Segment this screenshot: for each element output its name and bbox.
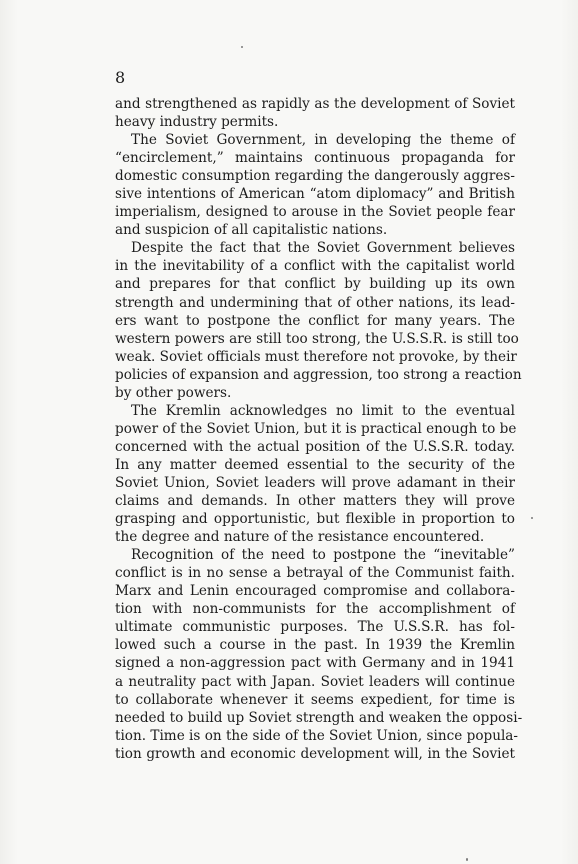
text-line: by other powers.: [115, 384, 232, 401]
text-line: Despite the fact that the Soviet Government believes: [131, 240, 515, 257]
text-line: Soviet Union, Soviet leaders will prove adamant in their: [115, 474, 515, 491]
text-line: and strengthened as rapidly as the development of Soviet: [115, 96, 515, 112]
text-line: ultimate communistic purposes. The U.S.S.R. has fol-: [115, 619, 515, 636]
paper-speck: [466, 858, 468, 861]
text-line: policies of expansion and aggression, too strong a reaction: [115, 366, 522, 383]
text-line: domestic consumption regarding the dangerously aggres-: [115, 168, 515, 185]
text-line: western powers are still too strong, the U.S.S.R. is still too: [115, 330, 519, 347]
text-line: lowed such a course in the past. In 1939 the Kremlin: [115, 637, 515, 654]
text-line: power of the Soviet Union, but it is practical enough to be: [115, 420, 517, 437]
text-line: ers want to postpone the conflict for many years. The: [115, 312, 515, 329]
text-line: needed to build up Soviet strength and weaken the opposi-: [115, 709, 523, 726]
text-line: In any matter deemed essential to the security of the: [115, 456, 515, 473]
paper-speck: [241, 46, 243, 48]
text-line: a neutrality pact with Japan. Soviet leaders will continue: [115, 673, 515, 690]
body-text: [115, 95, 523, 763]
text-line: grasping and opportunistic, but flexible in proportion to: [115, 511, 515, 528]
text-line: The Kremlin acknowledges no limit to the eventual: [131, 402, 515, 419]
text-line: and suspicion of all capitalistic nations.: [115, 222, 388, 239]
text-line: to collaborate whenever it seems expedient, for time is: [115, 691, 515, 708]
page-number: 8: [115, 68, 126, 87]
text-line: “encirclement,” maintains continuous propaganda for: [115, 150, 515, 167]
text-line: signed a non-aggression pact with Germany and in 1941: [115, 655, 515, 672]
text-line: claims and demands. In other matters they will prove: [115, 493, 515, 510]
text-line: and prepares for that conflict by building up its own: [115, 276, 515, 293]
text-line: Marx and Lenin encouraged compromise and collabora-: [115, 583, 515, 600]
text-line: weak. Soviet officials must therefore not provoke, by their: [115, 348, 517, 365]
text-line: the degree and nature of the resistance encountered.: [115, 529, 485, 546]
text-line: concerned with the actual position of the U.S.S.R. today.: [115, 438, 515, 455]
text-line: imperialism, designed to arouse in the Soviet people fear: [115, 204, 515, 221]
text-line: tion growth and economic development will, in the Soviet: [115, 745, 515, 762]
paper-speck: [531, 517, 533, 519]
text-line: strength and undermining that of other nations, its lead-: [115, 294, 515, 311]
text-line: tion. Time is on the side of the Soviet Union, since popula-: [115, 727, 519, 744]
text-line: heavy industry permits.: [115, 114, 279, 131]
text-line: sive intentions of American “atom diplomacy” and British: [115, 186, 515, 203]
text-line: tion with non-communists for the accomplishment of: [115, 601, 515, 618]
text-line: Recognition of the need to postpone the “inevitable”: [131, 547, 515, 564]
text-line: in the inevitability of a conflict with the capitalist world: [115, 258, 515, 275]
text-line: conflict is in no sense a betrayal of the Communist faith.: [115, 565, 515, 582]
text-line: The Soviet Government, in developing the theme of: [131, 132, 515, 149]
